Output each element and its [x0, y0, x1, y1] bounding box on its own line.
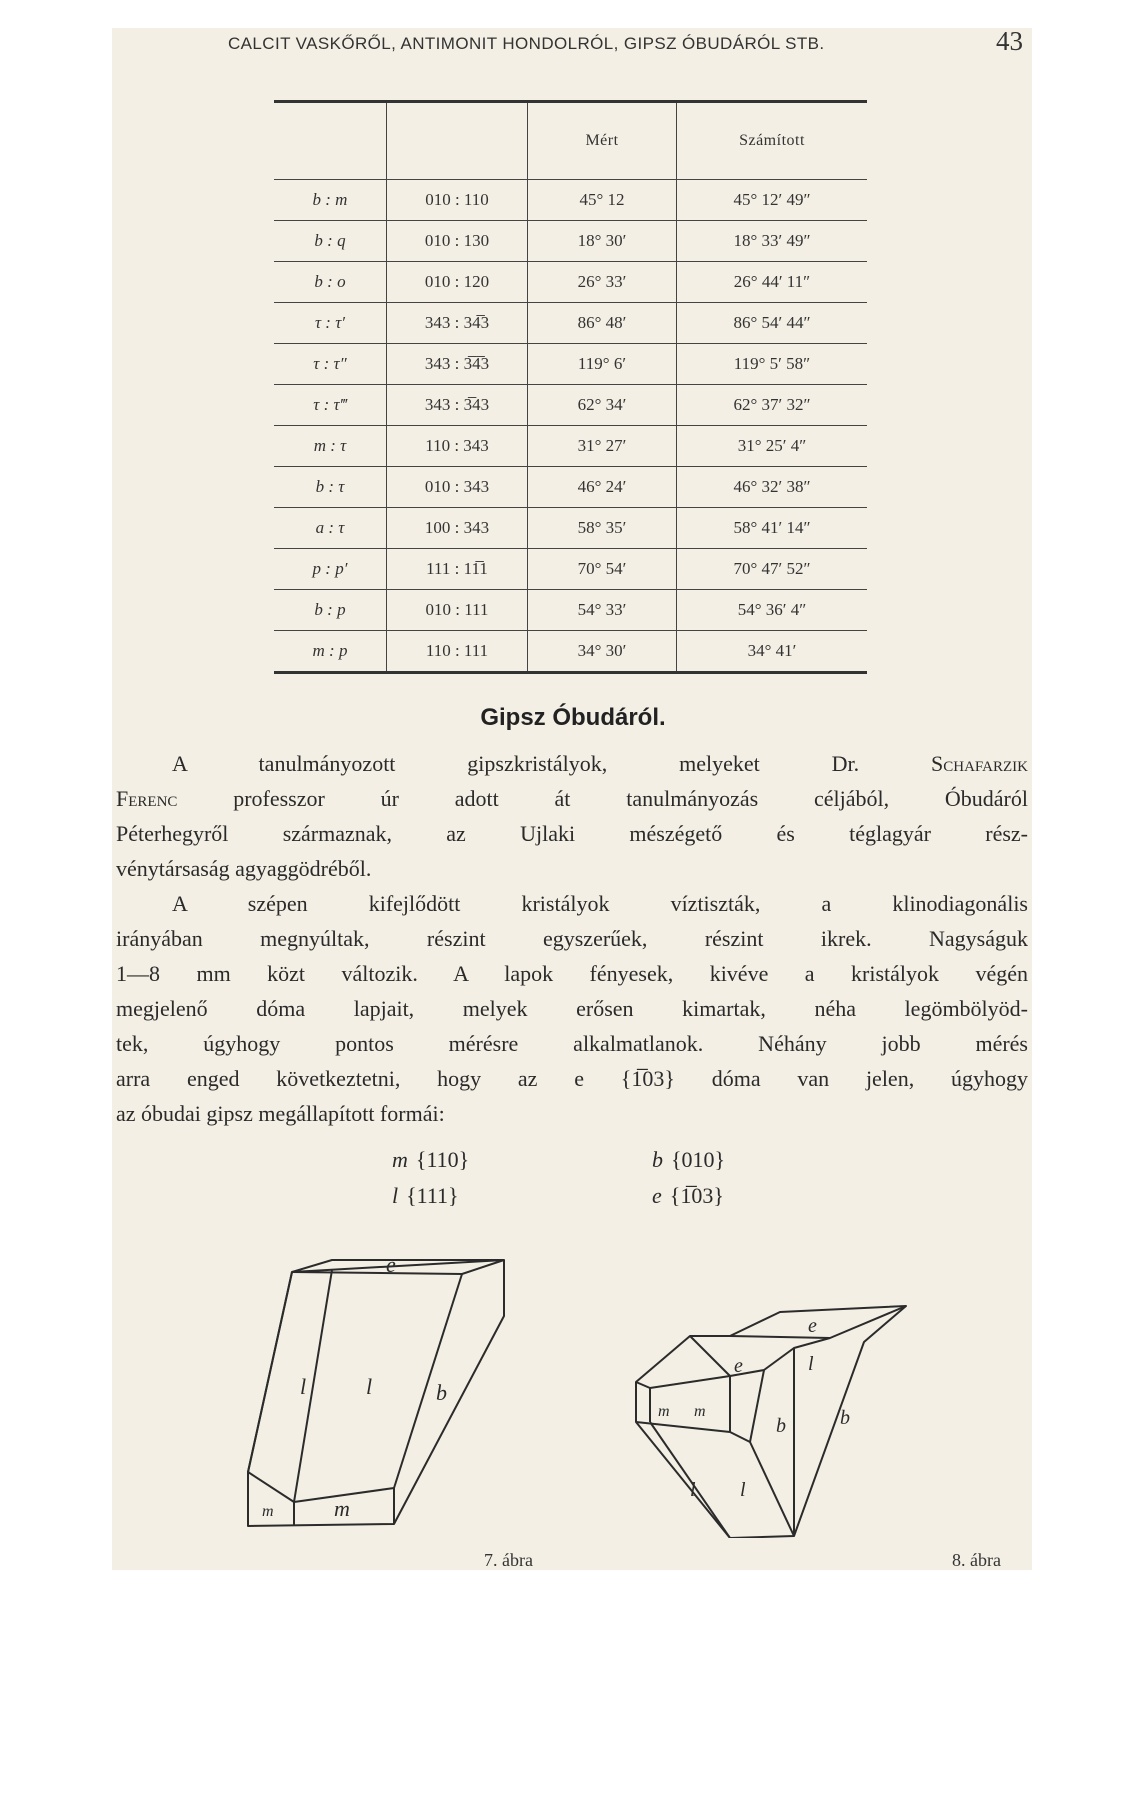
cell-index: 010 : 120 — [387, 262, 528, 303]
cell-face: τ : τ″ — [274, 344, 387, 385]
fig8-label-b-right: b — [840, 1407, 850, 1429]
cell-calculated: 54° 36′ 4″ — [677, 590, 868, 631]
col-header-index — [387, 102, 528, 180]
form-l — [392, 1178, 469, 1214]
cell-face: a : τ — [274, 508, 387, 549]
cell-measured: 86° 48′ — [528, 303, 677, 344]
angle-table — [274, 100, 867, 674]
paragraph-2-line-5: tek, úgyhogy pontos mérésre alkalmatlanok. Néhány jobb mérés — [116, 1031, 1028, 1056]
figure-7-caption: 7. ábra — [484, 1550, 533, 1570]
form-e — [652, 1178, 725, 1214]
cell-face: m : τ — [274, 426, 387, 467]
cell-face: b : m — [274, 180, 387, 221]
cell-index: 343 : 3̅4̅3 — [387, 344, 528, 385]
table-row — [274, 590, 867, 631]
fig8-label-l-upper: l — [808, 1353, 814, 1375]
p1-author-forename: Ferenc — [116, 786, 178, 811]
p1-author-surname: Schafarzik — [931, 751, 1028, 776]
fig8-outline — [636, 1306, 906, 1538]
figure-8-caption: 8. ábra — [952, 1550, 1001, 1570]
cell-calculated: 46° 32′ 38″ — [677, 467, 868, 508]
cell-measured: 46° 24′ — [528, 467, 677, 508]
fig7-label-b: b — [436, 1380, 447, 1405]
cell-calculated: 62° 37′ 32″ — [677, 385, 868, 426]
page-number: 43 — [996, 26, 1023, 56]
cell-calculated: 70° 47′ 52″ — [677, 549, 868, 590]
fig7-label-m1: m — [262, 1503, 274, 1520]
fig7-label-l1: l — [300, 1374, 307, 1399]
cell-measured: 62° 34′ — [528, 385, 677, 426]
cell-measured: 45° 12 — [528, 180, 677, 221]
cell-calculated: 45° 12′ 49″ — [677, 180, 868, 221]
fig7-edge-4 — [248, 1472, 294, 1502]
table-row — [274, 262, 867, 303]
form-m-index: {110} — [415, 1147, 470, 1172]
paragraph-1-line-1 — [116, 746, 1028, 781]
fig8-label-e-face: e — [734, 1355, 743, 1377]
form-l-index: {111} — [406, 1183, 459, 1208]
col-header-measured: Mért — [528, 102, 677, 180]
form-e-letter: e — [652, 1183, 662, 1208]
fig7-label-e: e — [386, 1252, 396, 1277]
table-row — [274, 467, 867, 508]
cell-index: 010 : 130 — [387, 221, 528, 262]
col-header-face — [274, 102, 387, 180]
fig8-edge-10 — [750, 1442, 794, 1536]
form-b-letter: b — [652, 1147, 663, 1172]
fig8-label-b-left: b — [776, 1415, 786, 1437]
cell-measured: 34° 30′ — [528, 631, 677, 673]
p1-line2-text: professzor úr adott át tanulmányozás céljából, Óbudáról — [233, 786, 1028, 811]
cell-face: p : p′ — [274, 549, 387, 590]
cell-calculated: 34° 41′ — [677, 631, 868, 673]
cell-measured: 26° 33′ — [528, 262, 677, 303]
running-title: CALCIT VASKŐRŐL, ANTIMONIT HONDOLRÓL, GIPSZ ÓBUDÁRÓL STB. — [228, 34, 825, 53]
table-row — [274, 303, 867, 344]
p1-line1-text: A tanulmányozott gipszkristályok, melyeket Dr. — [172, 751, 860, 776]
paragraph-2-line-2: irányában megnyúltak, részint egyszerűek, részint ikrek. Nagyságuk — [116, 926, 1028, 951]
cell-face: b : q — [274, 221, 387, 262]
cell-measured: 70° 54′ — [528, 549, 677, 590]
paragraph-1-line-4: vénytársaság agyaggödréből. — [116, 856, 372, 881]
table-row — [274, 426, 867, 467]
fig8-edge-1 — [636, 1382, 650, 1388]
table-row — [274, 508, 867, 549]
cell-measured: 119° 6′ — [528, 344, 677, 385]
cell-face: b : o — [274, 262, 387, 303]
section-title: Gipsz Óbudáról. — [480, 704, 666, 731]
paragraph-2-line-3: 1—8 mm közt változik. A lapok fényesek, kivéve a kristályok végén — [116, 961, 1028, 986]
forms-left-column — [392, 1142, 469, 1214]
fig8-label-m-left: m — [658, 1403, 670, 1420]
cell-calculated: 58° 41′ 14″ — [677, 508, 868, 549]
form-m-letter: m — [392, 1147, 408, 1172]
form-b-index: {010} — [671, 1147, 726, 1172]
table-row — [274, 344, 867, 385]
fig8-label-m-right: m — [694, 1403, 706, 1420]
form-b — [652, 1142, 725, 1178]
cell-index: 010 : 110 — [387, 180, 528, 221]
cell-measured: 54° 33′ — [528, 590, 677, 631]
cell-index: 010 : 343 — [387, 467, 528, 508]
crystal-figure-8 — [630, 1292, 1030, 1538]
cell-face: b : τ — [274, 467, 387, 508]
cell-measured: 58° 35′ — [528, 508, 677, 549]
fig8-edge-2 — [650, 1376, 730, 1388]
table-row — [274, 549, 867, 590]
col-header-calculated: Számított — [677, 102, 868, 180]
paragraph-2-line-1: A szépen kifejlődött kristályok víztiszták, a klinodiagonális — [172, 891, 1028, 916]
paragraph-2-line-6: arra enged következtetni, hogy az e {1̅03} dóma van jelen, úgyhogy — [116, 1066, 1028, 1091]
cell-calculated: 31° 25′ 4″ — [677, 426, 868, 467]
form-l-letter: l — [392, 1183, 399, 1208]
form-m — [392, 1142, 469, 1178]
fig7-label-l2: l — [366, 1374, 373, 1399]
paragraph-2-line-4: megjelenő dóma lapjait, melyek erősen kimartak, néha legömbölyöd- — [116, 996, 1028, 1021]
paragraph-1-line-3: Péterhegyről származnak, az Ujlaki mészégető és téglagyár rész- — [116, 821, 1028, 846]
cell-index: 100 : 343 — [387, 508, 528, 549]
table-row — [274, 180, 867, 221]
fig8-label-e-top: e — [808, 1315, 817, 1337]
fig8-edge-5 — [750, 1370, 764, 1442]
table-row — [274, 385, 867, 426]
paragraph-1-line-2 — [116, 781, 1028, 816]
table-header-row — [274, 102, 867, 180]
cell-calculated: 26° 44′ 11″ — [677, 262, 868, 303]
cell-index: 110 : 343 — [387, 426, 528, 467]
forms-right-column — [652, 1142, 725, 1214]
table-row — [274, 631, 867, 673]
cell-calculated: 18° 33′ 49″ — [677, 221, 868, 262]
cell-index: 010 : 111 — [387, 590, 528, 631]
fig7-label-m2: m — [334, 1496, 350, 1521]
cell-index: 343 : 3̅43 — [387, 385, 528, 426]
table-row — [274, 221, 867, 262]
fig8-label-l-lower-1: l — [690, 1479, 696, 1501]
cell-face: m : p — [274, 631, 387, 673]
cell-index: 111 : 11̅1 — [387, 549, 528, 590]
paragraph-2-line-7: az óbudai gipsz megállapított formái: — [116, 1101, 445, 1126]
cell-face: τ : τ‴ — [274, 385, 387, 426]
cell-measured: 18° 30′ — [528, 221, 677, 262]
fig8-edge-8 — [730, 1432, 750, 1442]
cell-calculated: 119° 5′ 58″ — [677, 344, 868, 385]
cell-calculated: 86° 54′ 44″ — [677, 303, 868, 344]
fig8-label-l-lower-2: l — [740, 1479, 746, 1501]
fig7-edge-3 — [394, 1274, 462, 1488]
crystal-figure-7 — [236, 1252, 516, 1542]
cell-face: b : p — [274, 590, 387, 631]
cell-index: 110 : 111 — [387, 631, 528, 673]
cell-measured: 31° 27′ — [528, 426, 677, 467]
form-e-index: {1̅03} — [669, 1183, 724, 1208]
cell-index: 343 : 34̅3 — [387, 303, 528, 344]
fig7-edge-1 — [248, 1272, 292, 1472]
cell-face: τ : τ′ — [274, 303, 387, 344]
